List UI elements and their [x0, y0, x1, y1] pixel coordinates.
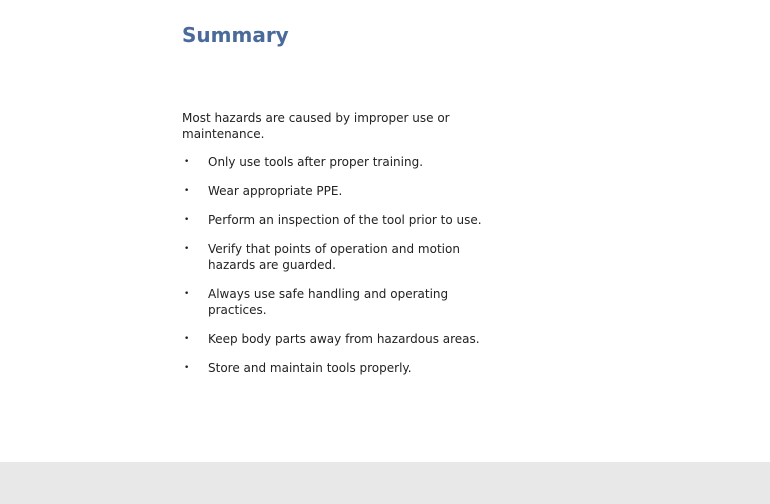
bullet-icon: • — [184, 157, 190, 167]
list-item — [182, 154, 522, 170]
bullet-text: Always use safe handling and operating practices. — [208, 287, 449, 317]
list-item — [182, 331, 522, 347]
bullet-text: Store and maintain tools properly. — [208, 361, 412, 375]
bullet-icon: • — [184, 363, 190, 373]
bullet-text: Keep body parts away from hazardous areas. — [208, 332, 480, 346]
bottom-bar — [0, 462, 770, 504]
list-item — [182, 183, 522, 199]
intro-text: Most hazards are caused by improper use or maintenance. — [182, 111, 450, 141]
list-item — [182, 212, 522, 228]
bullet-text: Wear appropriate PPE. — [208, 184, 343, 198]
slide-title: Summary — [182, 23, 289, 47]
list-item — [182, 241, 522, 273]
bullet-icon: • — [184, 289, 190, 299]
bullet-icon: • — [184, 186, 190, 196]
bullet-text: Perform an inspection of the tool prior to use. — [208, 213, 482, 227]
bullet-text: Only use tools after proper training. — [208, 155, 424, 169]
bullet-icon: • — [184, 244, 190, 254]
bullet-icon: • — [184, 334, 190, 344]
list-item — [182, 360, 522, 376]
bullet-list — [182, 154, 522, 389]
bullet-text: Verify that points of operation and motion hazards are guarded. — [208, 242, 460, 272]
bullet-icon: • — [184, 215, 190, 225]
list-item — [182, 286, 522, 318]
